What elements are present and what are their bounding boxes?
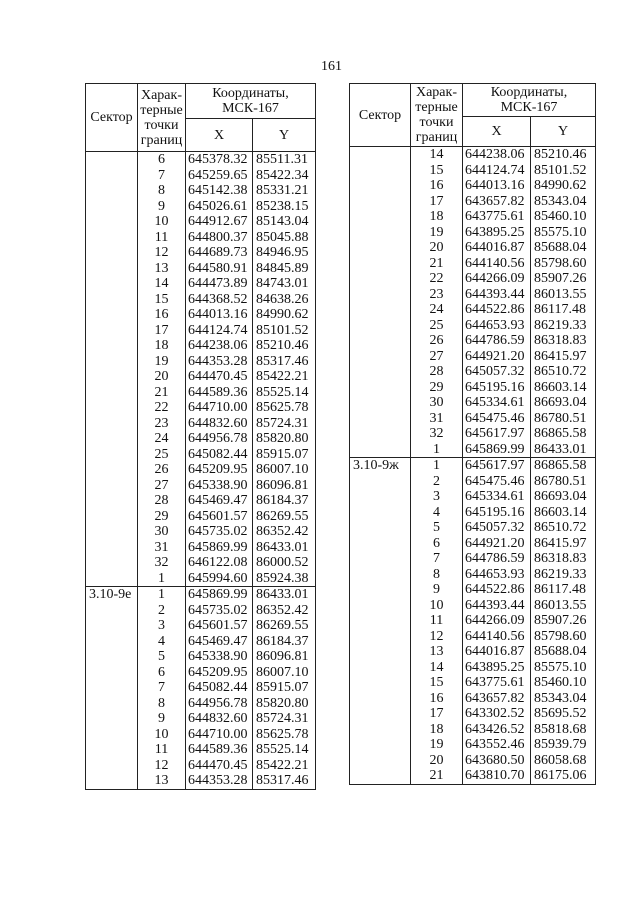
y-coordinate-cell: 86058.68 xyxy=(531,753,596,769)
point-number-cell: 8 xyxy=(138,183,186,199)
x-coordinate-cell: 644956.78 xyxy=(186,696,253,712)
y-coordinate-cell: 85907.26 xyxy=(531,613,596,629)
point-number-cell: 7 xyxy=(411,551,463,567)
y-coordinate-cell: 85688.04 xyxy=(531,240,596,256)
table-row xyxy=(350,458,596,474)
y-coordinate-cell: 85210.46 xyxy=(253,338,316,354)
x-coordinate-cell: 644353.28 xyxy=(186,773,253,789)
y-coordinate-cell: 86117.48 xyxy=(531,582,596,598)
point-number-cell: 26 xyxy=(411,333,463,349)
point-number-cell: 11 xyxy=(138,742,186,758)
x-coordinate-cell: 645475.46 xyxy=(463,411,531,427)
y-coordinate-cell: 85317.46 xyxy=(253,354,316,370)
y-coordinate-cell: 86415.97 xyxy=(531,536,596,552)
point-number-cell: 28 xyxy=(411,364,463,380)
y-coordinate-cell: 85818.68 xyxy=(531,722,596,738)
y-coordinate-cell: 86693.04 xyxy=(531,489,596,505)
table-row xyxy=(350,147,596,163)
x-coordinate-cell: 645469.47 xyxy=(186,634,253,650)
x-coordinate-cell: 645142.38 xyxy=(186,183,253,199)
y-coordinate-cell: 85210.46 xyxy=(531,147,596,163)
point-number-cell: 9 xyxy=(138,711,186,727)
x-coordinate-cell: 643552.46 xyxy=(463,737,531,753)
header-x: X xyxy=(463,117,531,147)
point-number-cell: 10 xyxy=(138,214,186,230)
point-number-cell: 32 xyxy=(138,555,186,571)
x-coordinate-cell: 645057.32 xyxy=(463,520,531,536)
y-coordinate-cell: 86433.01 xyxy=(253,587,316,603)
header-coordinates: Координаты, МСК-167 xyxy=(186,84,316,119)
y-coordinate-cell: 85724.31 xyxy=(253,416,316,432)
point-number-cell: 15 xyxy=(138,292,186,308)
point-number-cell: 10 xyxy=(411,598,463,614)
x-coordinate-cell: 644653.93 xyxy=(463,567,531,583)
y-coordinate-cell: 86013.55 xyxy=(531,287,596,303)
x-coordinate-cell: 643680.50 xyxy=(463,753,531,769)
point-number-cell: 13 xyxy=(138,773,186,789)
x-coordinate-cell: 644140.56 xyxy=(463,256,531,272)
y-coordinate-cell: 85907.26 xyxy=(531,271,596,287)
point-number-cell: 19 xyxy=(411,737,463,753)
y-coordinate-cell: 85695.52 xyxy=(531,706,596,722)
point-number-cell: 25 xyxy=(411,318,463,334)
point-number-cell: 30 xyxy=(138,524,186,540)
x-coordinate-cell: 644589.36 xyxy=(186,742,253,758)
sector-cell: 3.10-9ж xyxy=(350,458,411,785)
point-number-cell: 8 xyxy=(138,696,186,712)
header-points: Харак-терные точки границ xyxy=(138,84,186,152)
sector-cell xyxy=(86,152,138,587)
sector-cell: 3.10-9е xyxy=(86,587,138,790)
y-coordinate-cell: 86780.51 xyxy=(531,474,596,490)
point-number-cell: 3 xyxy=(138,618,186,634)
y-coordinate-cell: 84946.95 xyxy=(253,245,316,261)
y-coordinate-cell: 86433.01 xyxy=(531,442,596,458)
x-coordinate-cell: 645469.47 xyxy=(186,493,253,509)
point-number-cell: 27 xyxy=(411,349,463,365)
x-coordinate-cell: 644124.74 xyxy=(463,163,531,179)
point-number-cell: 2 xyxy=(411,474,463,490)
y-coordinate-cell: 86000.52 xyxy=(253,555,316,571)
y-coordinate-cell: 86693.04 xyxy=(531,395,596,411)
x-coordinate-cell: 644470.45 xyxy=(186,369,253,385)
y-coordinate-cell: 85724.31 xyxy=(253,711,316,727)
x-coordinate-cell: 644589.36 xyxy=(186,385,253,401)
y-coordinate-cell: 86603.14 xyxy=(531,380,596,396)
x-coordinate-cell: 644522.86 xyxy=(463,582,531,598)
x-coordinate-cell: 644921.20 xyxy=(463,536,531,552)
point-number-cell: 1 xyxy=(411,458,463,474)
x-coordinate-cell: 645475.46 xyxy=(463,474,531,490)
y-coordinate-cell: 85331.21 xyxy=(253,183,316,199)
x-coordinate-cell: 643302.52 xyxy=(463,706,531,722)
point-number-cell: 11 xyxy=(138,230,186,246)
y-coordinate-cell: 86007.10 xyxy=(253,665,316,681)
x-coordinate-cell: 645334.61 xyxy=(463,489,531,505)
y-coordinate-cell: 85422.21 xyxy=(253,369,316,385)
x-coordinate-cell: 645057.32 xyxy=(463,364,531,380)
x-coordinate-cell: 645735.02 xyxy=(186,524,253,540)
y-coordinate-cell: 86269.55 xyxy=(253,509,316,525)
point-number-cell: 18 xyxy=(411,722,463,738)
x-coordinate-cell: 645869.99 xyxy=(463,442,531,458)
y-coordinate-cell: 85575.10 xyxy=(531,225,596,241)
y-coordinate-cell: 84990.62 xyxy=(253,307,316,323)
x-coordinate-cell: 645617.97 xyxy=(463,426,531,442)
y-coordinate-cell: 85915.07 xyxy=(253,447,316,463)
y-coordinate-cell: 85238.15 xyxy=(253,199,316,215)
y-coordinate-cell: 85317.46 xyxy=(253,773,316,789)
point-number-cell: 17 xyxy=(411,706,463,722)
y-coordinate-cell: 84845.89 xyxy=(253,261,316,277)
x-coordinate-cell: 645378.32 xyxy=(186,152,253,168)
point-number-cell: 2 xyxy=(138,603,186,619)
x-coordinate-cell: 644393.44 xyxy=(463,287,531,303)
x-coordinate-cell: 643657.82 xyxy=(463,194,531,210)
x-coordinate-cell: 644921.20 xyxy=(463,349,531,365)
point-number-cell: 7 xyxy=(138,680,186,696)
y-coordinate-cell: 85343.04 xyxy=(531,194,596,210)
point-number-cell: 30 xyxy=(411,395,463,411)
header-points: Харак-терные точки границ xyxy=(411,84,463,147)
point-number-cell: 23 xyxy=(138,416,186,432)
y-coordinate-cell: 86318.83 xyxy=(531,333,596,349)
point-number-cell: 29 xyxy=(411,380,463,396)
x-coordinate-cell: 644016.87 xyxy=(463,240,531,256)
point-number-cell: 16 xyxy=(411,691,463,707)
x-coordinate-cell: 645338.90 xyxy=(186,478,253,494)
x-coordinate-cell: 644368.52 xyxy=(186,292,253,308)
point-number-cell: 18 xyxy=(138,338,186,354)
table-body xyxy=(350,147,596,785)
point-number-cell: 29 xyxy=(138,509,186,525)
header-coordinates: Координаты, МСК-167 xyxy=(463,84,596,117)
y-coordinate-cell: 85820.80 xyxy=(253,431,316,447)
x-coordinate-cell: 645617.97 xyxy=(463,458,531,474)
point-number-cell: 24 xyxy=(138,431,186,447)
y-coordinate-cell: 85511.31 xyxy=(253,152,316,168)
y-coordinate-cell: 84990.62 xyxy=(531,178,596,194)
x-coordinate-cell: 644266.09 xyxy=(463,271,531,287)
y-coordinate-cell: 85924.38 xyxy=(253,571,316,587)
x-coordinate-cell: 644470.45 xyxy=(186,758,253,774)
point-number-cell: 19 xyxy=(138,354,186,370)
point-number-cell: 11 xyxy=(411,613,463,629)
y-coordinate-cell: 86219.33 xyxy=(531,567,596,583)
point-number-cell: 21 xyxy=(411,768,463,784)
point-number-cell: 10 xyxy=(138,727,186,743)
y-coordinate-cell: 86219.33 xyxy=(531,318,596,334)
y-coordinate-cell: 86269.55 xyxy=(253,618,316,634)
y-coordinate-cell: 86007.10 xyxy=(253,462,316,478)
x-coordinate-cell: 645195.16 xyxy=(463,505,531,521)
point-number-cell: 14 xyxy=(138,276,186,292)
point-number-cell: 13 xyxy=(411,644,463,660)
point-number-cell: 25 xyxy=(138,447,186,463)
point-number-cell: 1 xyxy=(138,587,186,603)
y-coordinate-cell: 85625.78 xyxy=(253,727,316,743)
y-coordinate-cell: 86352.42 xyxy=(253,603,316,619)
y-coordinate-cell: 85525.14 xyxy=(253,385,316,401)
point-number-cell: 18 xyxy=(411,209,463,225)
y-coordinate-cell: 85101.52 xyxy=(531,163,596,179)
point-number-cell: 16 xyxy=(138,307,186,323)
point-number-cell: 1 xyxy=(411,442,463,458)
y-coordinate-cell: 85343.04 xyxy=(531,691,596,707)
point-number-cell: 21 xyxy=(138,385,186,401)
x-coordinate-cell: 643426.52 xyxy=(463,722,531,738)
point-number-cell: 14 xyxy=(411,660,463,676)
point-number-cell: 7 xyxy=(138,168,186,184)
x-coordinate-cell: 643657.82 xyxy=(463,691,531,707)
x-coordinate-cell: 644710.00 xyxy=(186,400,253,416)
x-coordinate-cell: 644473.89 xyxy=(186,276,253,292)
point-number-cell: 4 xyxy=(411,505,463,521)
y-coordinate-cell: 86510.72 xyxy=(531,364,596,380)
header-sector: Сектор xyxy=(350,84,411,147)
header-y: Y xyxy=(253,119,316,152)
x-coordinate-cell: 644013.16 xyxy=(186,307,253,323)
x-coordinate-cell: 645601.57 xyxy=(186,509,253,525)
point-number-cell: 27 xyxy=(138,478,186,494)
point-number-cell: 9 xyxy=(138,199,186,215)
point-number-cell: 5 xyxy=(411,520,463,536)
header-x: X xyxy=(186,119,253,152)
x-coordinate-cell: 645082.44 xyxy=(186,680,253,696)
x-coordinate-cell: 644016.87 xyxy=(463,644,531,660)
point-number-cell: 6 xyxy=(138,665,186,681)
x-coordinate-cell: 645338.90 xyxy=(186,649,253,665)
x-coordinate-cell: 644140.56 xyxy=(463,629,531,645)
y-coordinate-cell: 85915.07 xyxy=(253,680,316,696)
y-coordinate-cell: 84743.01 xyxy=(253,276,316,292)
x-coordinate-cell: 645334.61 xyxy=(463,395,531,411)
y-coordinate-cell: 86352.42 xyxy=(253,524,316,540)
y-coordinate-cell: 86865.58 xyxy=(531,426,596,442)
x-coordinate-cell: 645195.16 xyxy=(463,380,531,396)
point-number-cell: 22 xyxy=(411,271,463,287)
y-coordinate-cell: 85460.10 xyxy=(531,675,596,691)
y-coordinate-cell: 85820.80 xyxy=(253,696,316,712)
x-coordinate-cell: 644124.74 xyxy=(186,323,253,339)
x-coordinate-cell: 645994.60 xyxy=(186,571,253,587)
x-coordinate-cell: 644013.16 xyxy=(463,178,531,194)
y-coordinate-cell: 86780.51 xyxy=(531,411,596,427)
y-coordinate-cell: 86096.81 xyxy=(253,649,316,665)
x-coordinate-cell: 644522.86 xyxy=(463,302,531,318)
point-number-cell: 13 xyxy=(138,261,186,277)
y-coordinate-cell: 86117.48 xyxy=(531,302,596,318)
y-coordinate-cell: 86415.97 xyxy=(531,349,596,365)
point-number-cell: 15 xyxy=(411,163,463,179)
x-coordinate-cell: 644266.09 xyxy=(463,613,531,629)
y-coordinate-cell: 85688.04 xyxy=(531,644,596,660)
point-number-cell: 3 xyxy=(411,489,463,505)
y-coordinate-cell: 86184.37 xyxy=(253,634,316,650)
x-coordinate-cell: 644393.44 xyxy=(463,598,531,614)
x-coordinate-cell: 644832.60 xyxy=(186,416,253,432)
y-coordinate-cell: 86184.37 xyxy=(253,493,316,509)
x-coordinate-cell: 645026.61 xyxy=(186,199,253,215)
x-coordinate-cell: 644653.93 xyxy=(463,318,531,334)
x-coordinate-cell: 645082.44 xyxy=(186,447,253,463)
x-coordinate-cell: 643810.70 xyxy=(463,768,531,784)
x-coordinate-cell: 645869.99 xyxy=(186,540,253,556)
y-coordinate-cell: 85939.79 xyxy=(531,737,596,753)
y-coordinate-cell: 85422.34 xyxy=(253,168,316,184)
x-coordinate-cell: 643775.61 xyxy=(463,209,531,225)
x-coordinate-cell: 645259.65 xyxy=(186,168,253,184)
x-coordinate-cell: 645209.95 xyxy=(186,665,253,681)
x-coordinate-cell: 643775.61 xyxy=(463,675,531,691)
y-coordinate-cell: 85045.88 xyxy=(253,230,316,246)
y-coordinate-cell: 85101.52 xyxy=(253,323,316,339)
sector-cell xyxy=(350,147,411,458)
x-coordinate-cell: 644832.60 xyxy=(186,711,253,727)
table-body xyxy=(86,152,316,790)
y-coordinate-cell: 86318.83 xyxy=(531,551,596,567)
x-coordinate-cell: 644238.06 xyxy=(186,338,253,354)
point-number-cell: 19 xyxy=(411,225,463,241)
y-coordinate-cell: 85422.21 xyxy=(253,758,316,774)
point-number-cell: 24 xyxy=(411,302,463,318)
x-coordinate-cell: 644689.73 xyxy=(186,245,253,261)
coordinates-table-right xyxy=(349,83,596,785)
point-number-cell: 6 xyxy=(411,536,463,552)
point-number-cell: 20 xyxy=(138,369,186,385)
point-number-cell: 32 xyxy=(411,426,463,442)
x-coordinate-cell: 644710.00 xyxy=(186,727,253,743)
point-number-cell: 20 xyxy=(411,753,463,769)
point-number-cell: 17 xyxy=(411,194,463,210)
y-coordinate-cell: 85625.78 xyxy=(253,400,316,416)
point-number-cell: 23 xyxy=(411,287,463,303)
point-number-cell: 16 xyxy=(411,178,463,194)
page-number: 161 xyxy=(321,59,342,74)
y-coordinate-cell: 85143.04 xyxy=(253,214,316,230)
y-coordinate-cell: 85575.10 xyxy=(531,660,596,676)
x-coordinate-cell: 645601.57 xyxy=(186,618,253,634)
y-coordinate-cell: 86096.81 xyxy=(253,478,316,494)
header-sector: Сектор xyxy=(86,84,138,152)
y-coordinate-cell: 84638.26 xyxy=(253,292,316,308)
y-coordinate-cell: 85460.10 xyxy=(531,209,596,225)
point-number-cell: 12 xyxy=(138,758,186,774)
point-number-cell: 21 xyxy=(411,256,463,272)
x-coordinate-cell: 644956.78 xyxy=(186,431,253,447)
point-number-cell: 31 xyxy=(138,540,186,556)
x-coordinate-cell: 644580.91 xyxy=(186,261,253,277)
y-coordinate-cell: 86433.01 xyxy=(253,540,316,556)
x-coordinate-cell: 645735.02 xyxy=(186,603,253,619)
x-coordinate-cell: 644786.59 xyxy=(463,333,531,349)
x-coordinate-cell: 645209.95 xyxy=(186,462,253,478)
y-coordinate-cell: 85798.60 xyxy=(531,629,596,645)
x-coordinate-cell: 646122.08 xyxy=(186,555,253,571)
x-coordinate-cell: 644353.28 xyxy=(186,354,253,370)
x-coordinate-cell: 644800.37 xyxy=(186,230,253,246)
point-number-cell: 17 xyxy=(138,323,186,339)
point-number-cell: 14 xyxy=(411,147,463,163)
point-number-cell: 31 xyxy=(411,411,463,427)
point-number-cell: 4 xyxy=(138,634,186,650)
x-coordinate-cell: 644786.59 xyxy=(463,551,531,567)
y-coordinate-cell: 86510.72 xyxy=(531,520,596,536)
x-coordinate-cell: 644912.67 xyxy=(186,214,253,230)
header-y: Y xyxy=(531,117,596,147)
point-number-cell: 9 xyxy=(411,582,463,598)
y-coordinate-cell: 86603.14 xyxy=(531,505,596,521)
point-number-cell: 8 xyxy=(411,567,463,583)
table-row xyxy=(86,587,316,603)
point-number-cell: 20 xyxy=(411,240,463,256)
point-number-cell: 1 xyxy=(138,571,186,587)
point-number-cell: 5 xyxy=(138,649,186,665)
table-row xyxy=(86,152,316,168)
point-number-cell: 6 xyxy=(138,152,186,168)
x-coordinate-cell: 643895.25 xyxy=(463,660,531,676)
x-coordinate-cell: 643895.25 xyxy=(463,225,531,241)
y-coordinate-cell: 85798.60 xyxy=(531,256,596,272)
y-coordinate-cell: 86865.58 xyxy=(531,458,596,474)
x-coordinate-cell: 644238.06 xyxy=(463,147,531,163)
point-number-cell: 26 xyxy=(138,462,186,478)
point-number-cell: 12 xyxy=(411,629,463,645)
y-coordinate-cell: 86013.55 xyxy=(531,598,596,614)
point-number-cell: 12 xyxy=(138,245,186,261)
point-number-cell: 22 xyxy=(138,400,186,416)
y-coordinate-cell: 85525.14 xyxy=(253,742,316,758)
point-number-cell: 15 xyxy=(411,675,463,691)
point-number-cell: 28 xyxy=(138,493,186,509)
y-coordinate-cell: 86175.06 xyxy=(531,768,596,784)
x-coordinate-cell: 645869.99 xyxy=(186,587,253,603)
coordinates-table-left xyxy=(85,83,316,790)
